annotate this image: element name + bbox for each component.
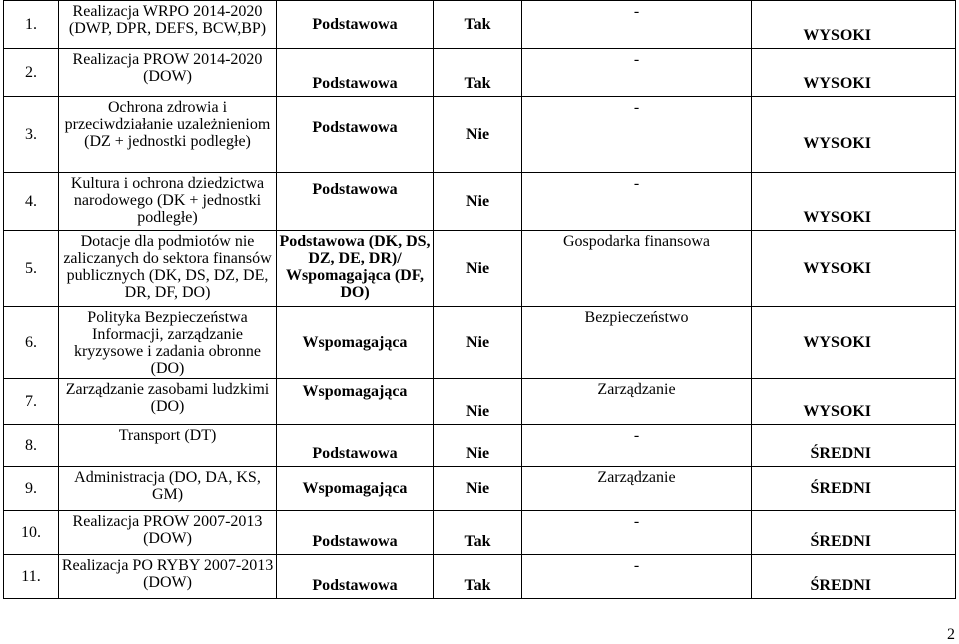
process-category: Wspomagająca [277,379,434,425]
process-name: Realizacja PROW 2014-2020 (DOW) [59,49,277,97]
process-category: Podstawowa [277,1,434,49]
process-area: - [522,49,752,97]
table-row [4,307,956,379]
table-row [4,467,956,511]
process-area: - [522,425,752,467]
row-number: 6. [4,307,59,379]
process-required: Nie [434,173,522,231]
process-category: Podstawowa [277,511,434,555]
process-area: - [522,555,752,599]
process-priority: WYSOKI [752,231,956,307]
table-row [4,425,956,467]
process-required: Nie [434,425,522,467]
process-name: Ochrona zdrowia i przeciwdziałanie uzależnieniom (DZ + jednostki podległe) [59,97,277,173]
process-name: Realizacja PO RYBY 2007-2013 (DOW) [59,555,277,599]
process-name: Administracja (DO, DA, KS, GM) [59,467,277,511]
process-area: Bezpieczeństwo [522,307,752,379]
process-area: - [522,511,752,555]
row-number: 8. [4,425,59,467]
process-priority: ŚREDNI [752,425,956,467]
table-row [4,379,956,425]
process-priority: WYSOKI [752,97,956,173]
row-number: 7. [4,379,59,425]
process-category: Wspomagająca [277,467,434,511]
process-name: Kultura i ochrona dziedzictwa narodowego (DK + jednostki podległe) [59,173,277,231]
process-name: Dotacje dla podmiotów nie zaliczanych do sektora finansów publicznych (DK, DS, DZ, DE, DR, DF, DO) [59,231,277,307]
process-table [3,0,956,599]
process-name: Realizacja PROW 2007-2013 (DOW) [59,511,277,555]
process-category: Podstawowa (DK, DS, DZ, DE, DR)/ Wspomagająca (DF, DO) [277,231,434,307]
process-priority: WYSOKI [752,307,956,379]
table-row [4,49,956,97]
process-priority: WYSOKI [752,173,956,231]
table-row [4,511,956,555]
process-name: Realizacja WRPO 2014-2020 (DWP, DPR, DEFS, BCW,BP) [59,1,277,49]
process-required: Tak [434,49,522,97]
process-required: Nie [434,231,522,307]
process-category: Podstawowa [277,555,434,599]
row-number: 10. [4,511,59,555]
process-area: - [522,1,752,49]
table-row [4,555,956,599]
process-priority: ŚREDNI [752,467,956,511]
process-required: Tak [434,1,522,49]
process-area: Zarządzanie [522,379,752,425]
row-number: 11. [4,555,59,599]
process-required: Tak [434,511,522,555]
process-name: Zarządzanie zasobami ludzkimi (DO) [59,379,277,425]
process-category: Podstawowa [277,173,434,231]
process-area: - [522,97,752,173]
row-number: 9. [4,467,59,511]
process-priority: ŚREDNI [752,555,956,599]
process-required: Nie [434,379,522,425]
process-required: Nie [434,467,522,511]
table-row [4,1,956,49]
row-number: 3. [4,97,59,173]
table-row [4,231,956,307]
table-row [4,97,956,173]
process-area: - [522,173,752,231]
process-priority: ŚREDNI [752,511,956,555]
process-category: Wspomagająca [277,307,434,379]
row-number: 1. [4,1,59,49]
process-area: Gospodarka finansowa [522,231,752,307]
row-number: 5. [4,231,59,307]
process-priority: WYSOKI [752,379,956,425]
table-row [4,173,956,231]
process-required: Nie [434,97,522,173]
process-priority: WYSOKI [752,49,956,97]
process-required: Tak [434,555,522,599]
process-category: Podstawowa [277,49,434,97]
process-category: Podstawowa [277,425,434,467]
process-required: Nie [434,307,522,379]
process-name: Polityka Bezpieczeństwa Informacji, zarządzanie kryzysowe i zadania obronne (DO) [59,307,277,379]
process-name: Transport (DT) [59,425,277,467]
process-priority: WYSOKI [752,1,956,49]
process-area: Zarządzanie [522,467,752,511]
row-number: 2. [4,49,59,97]
page-number: 2 [947,626,955,643]
row-number: 4. [4,173,59,231]
process-category: Podstawowa [277,97,434,173]
